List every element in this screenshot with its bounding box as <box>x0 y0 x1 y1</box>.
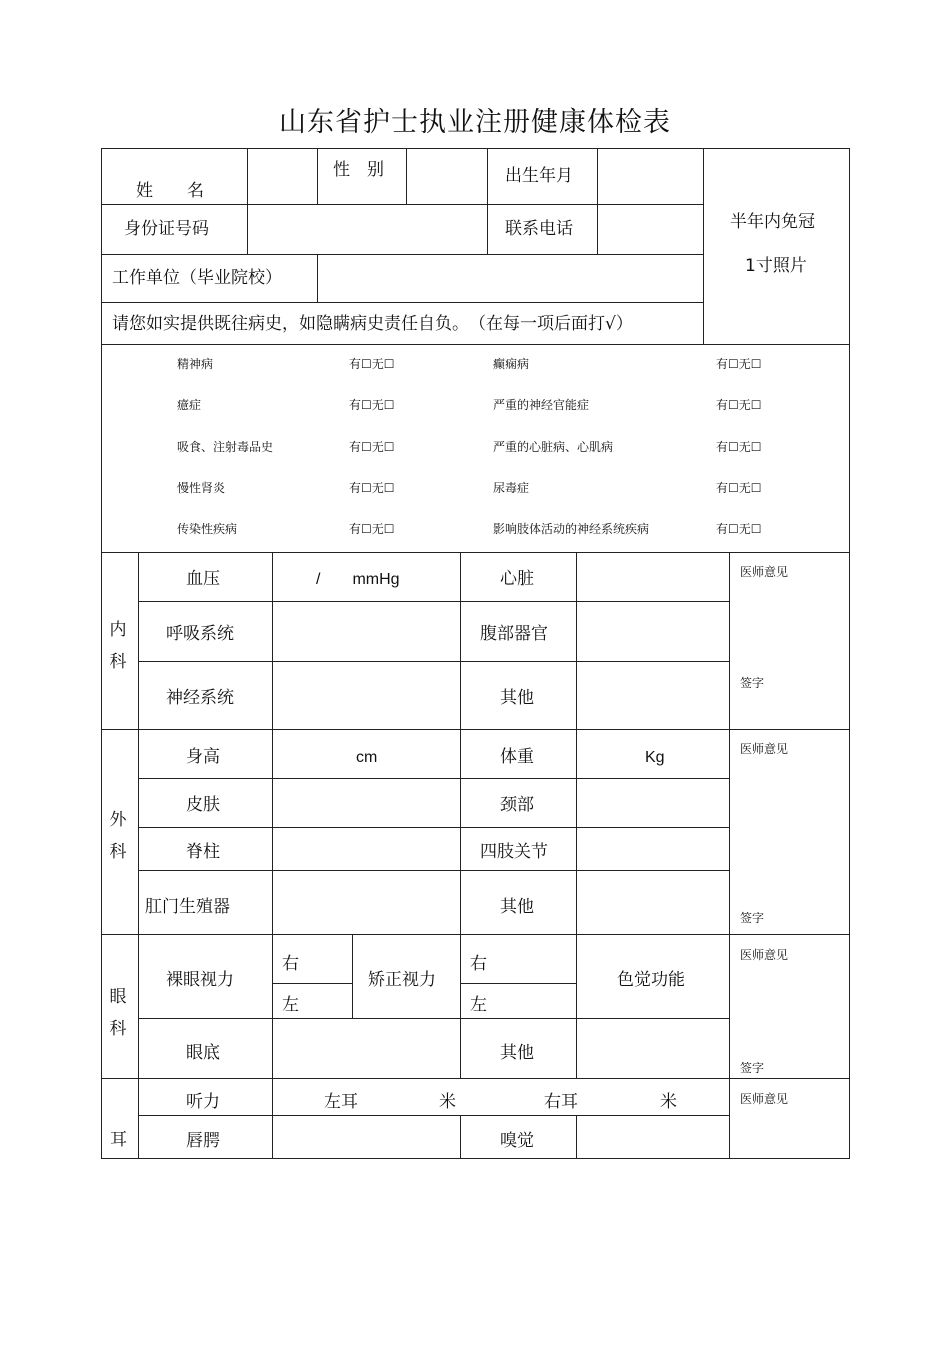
history-checkbox[interactable]: 有☐无☐ <box>716 398 762 412</box>
history-item: 传染性疾病 <box>177 522 238 536</box>
doctor-sign-label: 签字 <box>740 911 765 925</box>
neuro-label: 神经系统 <box>166 688 234 708</box>
history-checkbox[interactable]: 有☐无☐ <box>349 398 395 412</box>
heart-label: 心脏 <box>500 569 534 589</box>
right-ear-label: 右耳 <box>544 1092 578 1112</box>
history-item: 吸食、注射毒品史 <box>177 440 274 454</box>
history-item: 严重的神经官能症 <box>493 398 590 412</box>
doctor-opinion-label: 医师意见 <box>740 565 789 579</box>
history-item: 影响肢体活动的神经系统疾病 <box>493 522 650 536</box>
fundus-label: 眼底 <box>186 1043 220 1063</box>
birth-label: 出生年月 <box>505 166 573 186</box>
history-checkbox[interactable]: 有☐无☐ <box>349 357 395 371</box>
neck-label: 颈部 <box>500 795 534 815</box>
history-checkbox[interactable]: 有☐无☐ <box>716 522 762 536</box>
history-item: 慢性肾炎 <box>177 481 226 495</box>
left-ear-unit: 米 <box>439 1092 456 1112</box>
history-notice: 请您如实提供既往病史，如隐瞒病史责任自负。 （在每一项后面打√） <box>112 314 633 334</box>
photo-line-1: 半年内免冠 <box>730 212 815 232</box>
eye-section-label: 眼科 <box>109 987 127 1039</box>
respiratory-label: 呼吸系统 <box>166 624 234 644</box>
history-item: 癔症 <box>177 398 202 412</box>
work-field[interactable] <box>318 255 702 302</box>
surgery-section-label: 外科 <box>109 810 127 862</box>
history-checkbox[interactable]: 有☐无☐ <box>349 440 395 454</box>
surgery-other-label: 其他 <box>500 897 534 917</box>
bp-label: 血压 <box>186 569 220 589</box>
weight-label: 体重 <box>500 747 534 767</box>
smell-label: 嗅觉 <box>500 1131 534 1151</box>
gender-field[interactable] <box>407 149 486 204</box>
hearing-label: 听力 <box>186 1092 220 1112</box>
left-ear-label: 左耳 <box>324 1092 358 1112</box>
corrected-vision-label: 矫正视力 <box>368 970 436 990</box>
naked-right-label: 右 <box>282 954 299 974</box>
history-checkbox[interactable]: 有☐无☐ <box>716 481 762 495</box>
photo-line-2: 1寸照片 <box>745 256 807 276</box>
phone-label: 联系电话 <box>505 219 573 239</box>
spine-label: 脊柱 <box>186 842 220 862</box>
doctor-opinion-label: 医师意见 <box>740 742 789 756</box>
birth-field[interactable] <box>598 149 702 204</box>
history-item: 尿毒症 <box>493 481 530 495</box>
history-item: 癫痫病 <box>493 357 530 371</box>
corrected-right-label: 右 <box>470 954 487 974</box>
limbs-label: 四肢关节 <box>480 842 548 862</box>
doctor-opinion-label: 医师意见 <box>740 1092 789 1106</box>
ear-section-label: 耳 <box>110 1130 127 1150</box>
form-title: 山东省护士执业注册健康体检表 <box>279 107 671 138</box>
doctor-sign-label: 签字 <box>740 676 765 690</box>
genital-label: 肛门生殖器 <box>145 897 230 917</box>
naked-vision-label: 裸眼视力 <box>166 970 234 990</box>
gender-label: 性 别 <box>333 160 384 180</box>
skin-label: 皮肤 <box>186 795 220 815</box>
history-checkbox[interactable]: 有☐无☐ <box>716 440 762 454</box>
right-ear-unit: 米 <box>660 1092 677 1112</box>
id-field[interactable] <box>248 205 486 254</box>
color-vision-label: 色觉功能 <box>617 970 685 990</box>
corrected-left-label: 左 <box>470 995 487 1015</box>
eye-other-label: 其他 <box>500 1043 534 1063</box>
doctor-opinion-label: 医师意见 <box>740 948 789 962</box>
phone-field[interactable] <box>598 205 702 254</box>
history-item: 精神病 <box>177 357 214 371</box>
weight-unit[interactable]: Kg <box>645 749 665 766</box>
history-checkbox[interactable]: 有☐无☐ <box>349 481 395 495</box>
internal-other-label: 其他 <box>500 688 534 708</box>
naked-left-label: 左 <box>282 995 299 1015</box>
id-label: 身份证号码 <box>124 219 209 239</box>
abdomen-label: 腹部器官 <box>480 624 548 644</box>
history-checkbox[interactable]: 有☐无☐ <box>349 522 395 536</box>
height-unit[interactable]: cm <box>356 749 378 766</box>
bp-value[interactable]: / mmHg <box>316 571 400 588</box>
internal-section-label: 内科 <box>109 620 127 672</box>
height-label: 身高 <box>186 747 220 767</box>
name-label: 姓 名 <box>136 181 204 201</box>
doctor-sign-label: 签字 <box>740 1061 765 1075</box>
lip-palate-label: 唇腭 <box>186 1131 220 1151</box>
history-checkbox[interactable]: 有☐无☐ <box>716 357 762 371</box>
work-label: 工作单位（毕业院校） <box>112 268 282 288</box>
history-item: 严重的心脏病、心肌病 <box>493 440 614 454</box>
name-field[interactable] <box>248 149 316 204</box>
